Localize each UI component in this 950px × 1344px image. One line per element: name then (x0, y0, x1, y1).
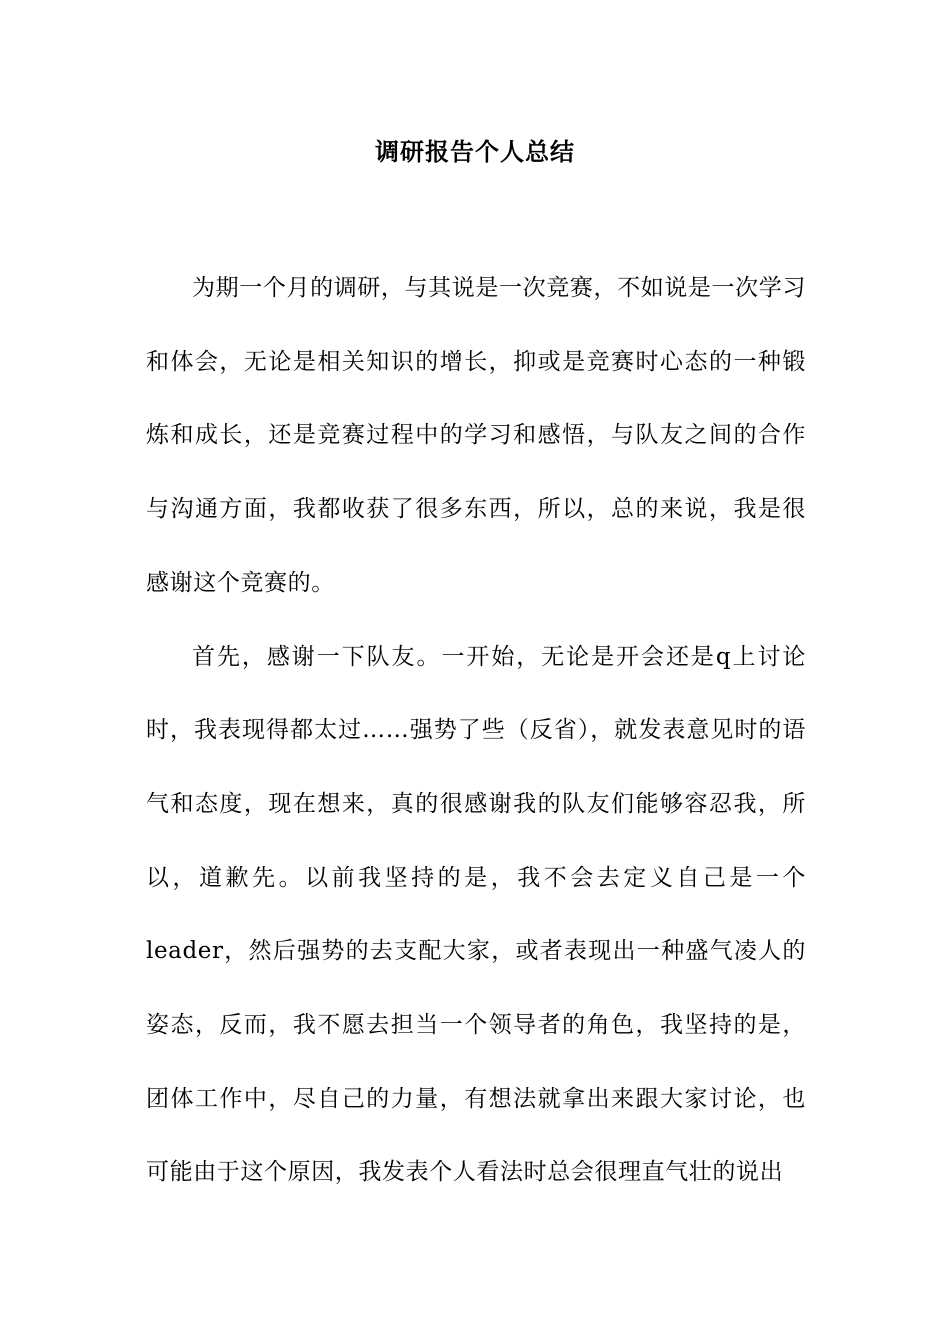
paragraph: 首先，感谢一下队友。一开始，无论是开会还是q上讨论时，我表现得都太过……强势了些（反省），就发表意见时的语气和态度，现在想来，真的很感谢我的队友们能够容忍我，所以，道歉先。以前我坚持的是，我不会去定义自己是一个leader，然后强势的去支配大家，或者表现出一种盛气凌人的姿态，反而，我不愿去担当一个领导者的角色，我坚持的是，团体工作中，尽自己的力量，有想法就拿出来跟大家讨论，也可能由于这个原因，我发表个人看法时总会很理直气壮的说出 (146, 643, 806, 1186)
document-title: 调研报告个人总结 (375, 137, 575, 166)
paragraph: 为期一个月的调研，与其说是一次竞赛，不如说是一次学习和体会，无论是相关知识的增长，抑或是竞赛时心态的一种锻炼和成长，还是竞赛过程中的学习和感悟，与队友之间的合作与沟通方面，我都收获了很多东西，所以，总的来说，我是很感谢这个竞赛的。 (146, 275, 806, 596)
document-body (146, 252, 806, 1210)
